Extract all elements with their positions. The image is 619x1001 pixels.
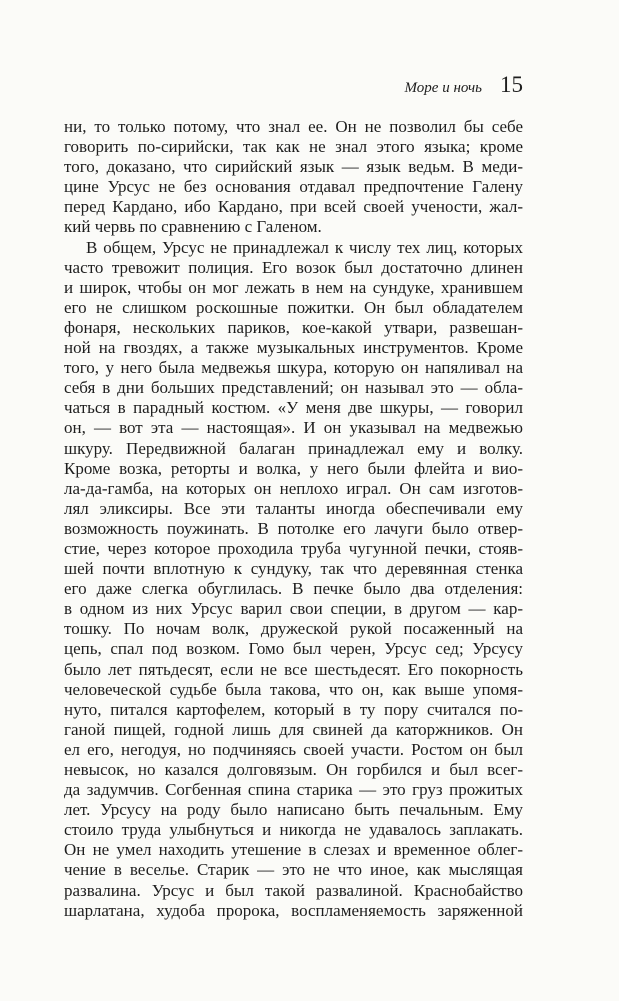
text-line: он, — вот эта — настоящая». И он указывал на медвежью bbox=[64, 418, 523, 438]
text-line: ной на гвоздях, а также музыкальных инструментов. Кроме bbox=[64, 338, 523, 358]
page-header bbox=[64, 72, 523, 102]
text-line: его даже слегка обуглилась. В печке было два отделения: bbox=[64, 579, 523, 599]
text-line: чение в веселье. Старик — это не что иное, как мыслящая bbox=[64, 860, 523, 880]
text-line: и широк, чтобы он мог лежать в нем на сундуке, хранившем bbox=[64, 277, 523, 297]
text-line: тошку. По ночам волк, дружеской рукой посаженный на bbox=[64, 619, 523, 639]
text-line: шкуру. Передвижной балаган принадлежал ему и волку. bbox=[64, 438, 523, 458]
body-text bbox=[64, 117, 523, 921]
text-line: того, доказано, что сирийский язык — язык ведьм. В меди- bbox=[64, 157, 523, 177]
text-line: человеческой судьбе была такова, что он, как выше упомя- bbox=[64, 679, 523, 699]
page-number: 15 bbox=[500, 72, 523, 97]
text-line: ни, то только потому, что знал ее. Он не позволил бы себе bbox=[64, 117, 523, 136]
text-line: развалина. Урсус и был такой развалиной. Краснобайство bbox=[64, 880, 523, 900]
text-line: да задумчив. Согбенная спина старика — это груз прожитых bbox=[64, 780, 523, 800]
text-line: ганой пищей, годной лишь для свиней да каторжников. Он bbox=[64, 719, 523, 739]
text-line: его не слишком роскошные пожитки. Он был обладателем bbox=[64, 297, 523, 317]
text-line: говорить по-сирийски, так как не знал этого языка; кроме bbox=[64, 137, 523, 157]
paragraph bbox=[64, 117, 523, 238]
text-line: лял эликсиры. Все эти таланты иногда обеспечивали ему bbox=[64, 498, 523, 518]
text-line: шарлатана, худоба пророка, воспламеняемость заряженной bbox=[64, 900, 523, 920]
text-line: часто тревожит полиция. Его возок был достаточно длинен bbox=[64, 257, 523, 277]
text-line: В общем, Урсус не принадлежал к числу тех лиц, которых bbox=[86, 237, 523, 257]
text-line: шей почти вплотную к сундуку, так что деревянная стенка bbox=[64, 559, 523, 579]
text-line: цепь, спал под возком. Гомо был черен, Урсус сед; Урсусу bbox=[64, 639, 523, 659]
text-line: возможность поужинать. В потолке его лачуги было отвер- bbox=[64, 518, 523, 538]
text-line: цине Урсус не без основания отдавал предпочтение Галену bbox=[64, 177, 523, 197]
text-line: чаться в парадный костюм. «У меня две шкуры, — говорил bbox=[64, 398, 523, 418]
text-line: было лет пятьдесят, если не все шестьдесят. Его покорность bbox=[64, 659, 523, 679]
text-line: Кроме возка, реторты и волка, у него были флейта и вио- bbox=[64, 458, 523, 478]
paragraph bbox=[64, 238, 523, 921]
text-line: Он не умел находить утешение в слезах и временное облег- bbox=[64, 840, 523, 860]
text-line: в одном из них Урсус варил свои специи, в другом — кар- bbox=[64, 599, 523, 619]
text-line: кий червь по сравнению с Галеном. bbox=[64, 217, 322, 237]
text-line: невысок, но казался долговязым. Он горбился и был всег- bbox=[64, 760, 523, 779]
text-line: перед Кардано, ибо Кардано, при всей своей учености, жал- bbox=[64, 197, 523, 217]
text-line: стие, через которое проходила труба чугунной печки, стояв- bbox=[64, 538, 523, 558]
text-line: фонаря, нескольких париков, кое-какой утвари, развешан- bbox=[64, 317, 523, 337]
text-line: ел его, негодуя, но подчиняясь своей участи. Ростом он был bbox=[64, 739, 523, 759]
text-line: ла-да-гамба, на которых он неплохо играл. Он сам изготов- bbox=[64, 478, 523, 498]
text-line: себя в дни больших представлений; он называл это — обла- bbox=[64, 378, 523, 398]
text-line: того, у него была медвежья шкура, которую он напяливал на bbox=[64, 358, 523, 378]
text-line: лет. Урсусу на роду было написано быть печальным. Ему bbox=[64, 800, 523, 820]
running-title: Море и ночь bbox=[404, 80, 482, 96]
text-line: нуто, питался картофелем, который в ту пору считался по- bbox=[64, 699, 523, 719]
text-line: стоило труда улыбнуться и никогда не удавалось заплакать. bbox=[64, 820, 523, 840]
